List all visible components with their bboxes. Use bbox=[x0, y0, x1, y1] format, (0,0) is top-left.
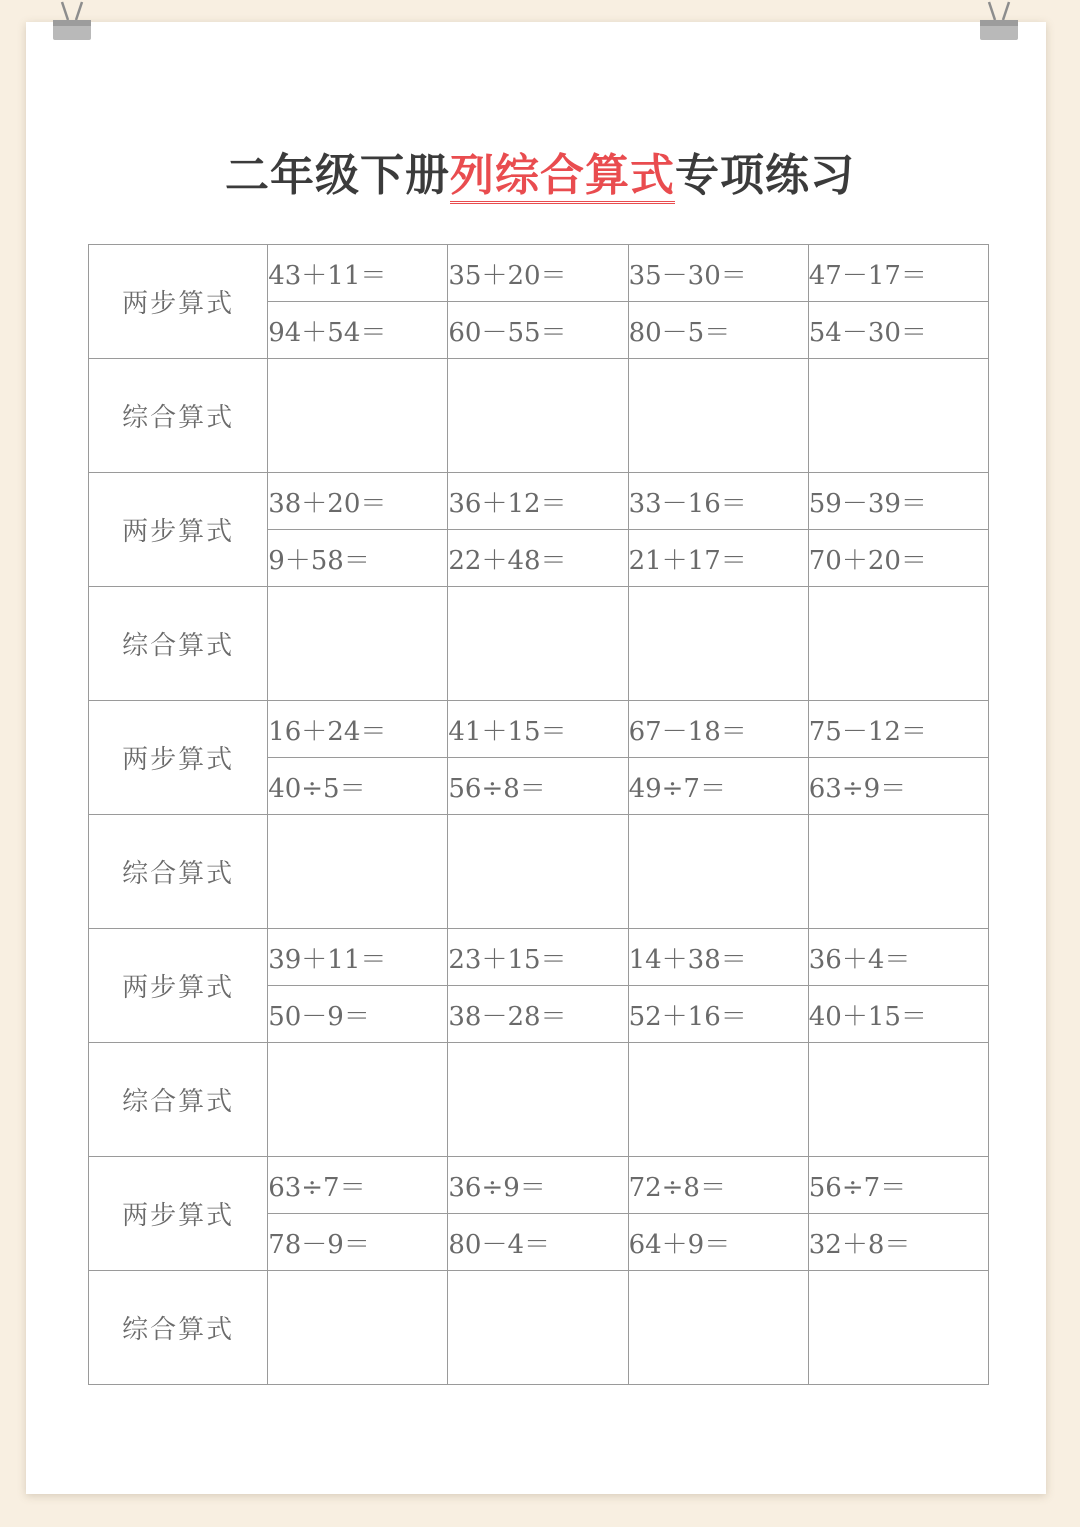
equation-cell: 16＋24＝ bbox=[268, 701, 448, 758]
answer-cell[interactable] bbox=[448, 815, 628, 929]
title-highlight: 列综合算式 bbox=[450, 150, 675, 204]
title-suffix: 专项练习 bbox=[675, 150, 855, 201]
row-label-combined: 综合算式 bbox=[89, 815, 268, 929]
answer-cell[interactable] bbox=[628, 815, 808, 929]
title-prefix: 二年级下册 bbox=[225, 150, 450, 201]
equation-cell: 49÷7＝ bbox=[628, 758, 808, 815]
answer-cell[interactable] bbox=[268, 359, 448, 473]
equation-cell: 94＋54＝ bbox=[268, 302, 448, 359]
row-label-combined: 综合算式 bbox=[89, 359, 268, 473]
equation-cell: 56÷8＝ bbox=[448, 758, 628, 815]
answer-cell[interactable] bbox=[628, 587, 808, 701]
equation-cell: 50－9＝ bbox=[268, 986, 448, 1043]
binder-clip-icon bbox=[977, 0, 1021, 42]
row-label-combined: 综合算式 bbox=[89, 1043, 268, 1157]
equation-cell: 9＋58＝ bbox=[268, 530, 448, 587]
equation-cell: 33－16＝ bbox=[628, 473, 808, 530]
equation-cell: 70＋20＝ bbox=[808, 530, 988, 587]
equation-cell: 47－17＝ bbox=[808, 245, 988, 302]
equation-cell: 35＋20＝ bbox=[448, 245, 628, 302]
equation-cell: 63÷7＝ bbox=[268, 1157, 448, 1214]
table-row bbox=[89, 815, 989, 929]
equation-cell: 35－30＝ bbox=[628, 245, 808, 302]
equation-cell: 56÷7＝ bbox=[808, 1157, 988, 1214]
equation-cell: 36＋4＝ bbox=[808, 929, 988, 986]
equation-cell: 32＋8＝ bbox=[808, 1214, 988, 1271]
equation-cell: 52＋16＝ bbox=[628, 986, 808, 1043]
equation-cell: 38＋20＝ bbox=[268, 473, 448, 530]
answer-cell[interactable] bbox=[268, 1043, 448, 1157]
equation-cell: 36÷9＝ bbox=[448, 1157, 628, 1214]
equation-cell: 21＋17＝ bbox=[628, 530, 808, 587]
row-label-two-step: 两步算式 bbox=[89, 929, 268, 1043]
equation-cell: 40＋15＝ bbox=[808, 986, 988, 1043]
row-label-combined: 综合算式 bbox=[89, 1271, 268, 1385]
answer-cell[interactable] bbox=[808, 359, 988, 473]
equation-cell: 43＋11＝ bbox=[268, 245, 448, 302]
table-row bbox=[89, 587, 989, 701]
equation-cell: 80－4＝ bbox=[448, 1214, 628, 1271]
table-row bbox=[89, 1043, 989, 1157]
equation-cell: 54－30＝ bbox=[808, 302, 988, 359]
equation-cell: 14＋38＝ bbox=[628, 929, 808, 986]
table-row bbox=[89, 1271, 989, 1385]
answer-cell[interactable] bbox=[628, 1271, 808, 1385]
binder-clip-icon bbox=[50, 0, 94, 42]
equation-cell: 72÷8＝ bbox=[628, 1157, 808, 1214]
answer-cell[interactable] bbox=[448, 1043, 628, 1157]
table-row bbox=[89, 245, 989, 302]
equation-cell: 38－28＝ bbox=[448, 986, 628, 1043]
equation-cell: 22＋48＝ bbox=[448, 530, 628, 587]
table-row bbox=[89, 1157, 989, 1214]
equation-cell: 40÷5＝ bbox=[268, 758, 448, 815]
answer-cell[interactable] bbox=[268, 1271, 448, 1385]
equation-cell: 78－9＝ bbox=[268, 1214, 448, 1271]
equation-cell: 80－5＝ bbox=[628, 302, 808, 359]
answer-cell[interactable] bbox=[448, 359, 628, 473]
table-row bbox=[89, 929, 989, 986]
equation-cell: 75－12＝ bbox=[808, 701, 988, 758]
table-row bbox=[89, 701, 989, 758]
page-title bbox=[0, 148, 1080, 204]
equation-cell: 23＋15＝ bbox=[448, 929, 628, 986]
answer-cell[interactable] bbox=[448, 1271, 628, 1385]
answer-cell[interactable] bbox=[808, 1043, 988, 1157]
answer-cell[interactable] bbox=[268, 815, 448, 929]
table-row bbox=[89, 359, 989, 473]
equation-cell: 36＋12＝ bbox=[448, 473, 628, 530]
answer-cell[interactable] bbox=[448, 587, 628, 701]
equation-cell: 67－18＝ bbox=[628, 701, 808, 758]
equation-cell: 63÷9＝ bbox=[808, 758, 988, 815]
row-label-two-step: 两步算式 bbox=[89, 701, 268, 815]
exercise-table bbox=[88, 244, 989, 1385]
equation-cell: 64＋9＝ bbox=[628, 1214, 808, 1271]
answer-cell[interactable] bbox=[268, 587, 448, 701]
equation-cell: 39＋11＝ bbox=[268, 929, 448, 986]
answer-cell[interactable] bbox=[808, 587, 988, 701]
answer-cell[interactable] bbox=[808, 1271, 988, 1385]
equation-cell: 59－39＝ bbox=[808, 473, 988, 530]
row-label-two-step: 两步算式 bbox=[89, 473, 268, 587]
answer-cell[interactable] bbox=[628, 1043, 808, 1157]
row-label-combined: 综合算式 bbox=[89, 587, 268, 701]
equation-cell: 41＋15＝ bbox=[448, 701, 628, 758]
answer-cell[interactable] bbox=[808, 815, 988, 929]
row-label-two-step: 两步算式 bbox=[89, 245, 268, 359]
answer-cell[interactable] bbox=[628, 359, 808, 473]
table-row bbox=[89, 473, 989, 530]
row-label-two-step: 两步算式 bbox=[89, 1157, 268, 1271]
equation-cell: 60－55＝ bbox=[448, 302, 628, 359]
